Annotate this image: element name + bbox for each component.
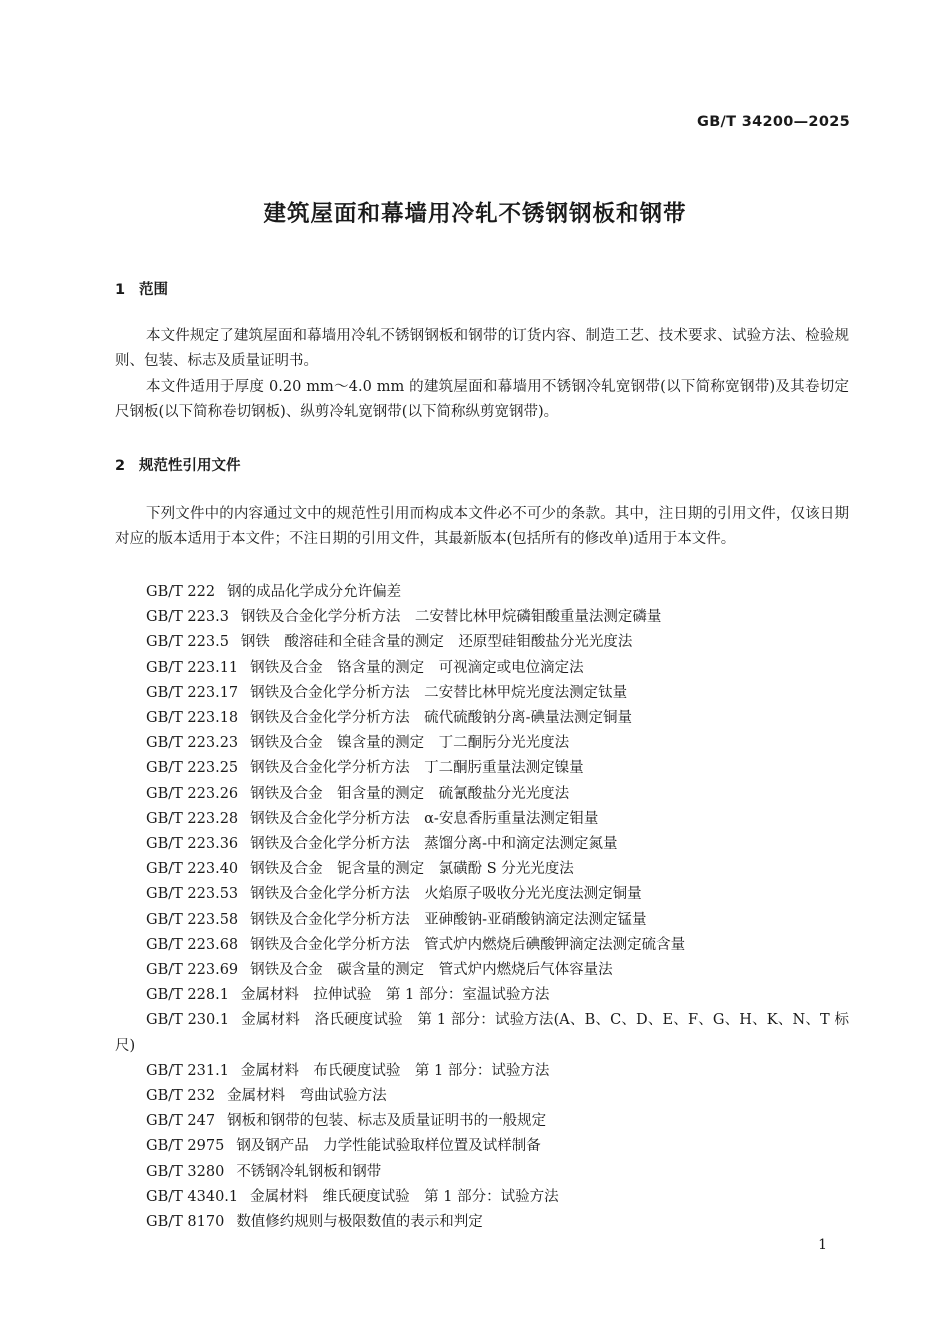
reference-code: GB/T 223.40 [146,861,239,878]
reference-item [115,933,849,958]
reference-item [115,832,849,857]
reference-title: 钢铁及合金化学分析方法 二安替比林甲烷磷钼酸重量法测定磷量 [240,609,662,626]
reference-item [115,605,849,630]
reference-code: GB/T 223.68 [146,936,239,953]
reference-title: 金属材料 拉伸试验 第 1 部分：室温试验方法 [240,987,550,1004]
reference-code: GB/T 223.18 [146,710,239,727]
reference-item [115,958,849,983]
standard-number: GB/T 34200—2025 [697,114,850,130]
reference-code: GB/T 222 [146,584,216,600]
section-number: 2 [115,458,126,474]
reference-item [115,857,849,882]
reference-code: GB/T 223.28 [146,810,239,827]
document-title: 建筑屋面和幕墙用冷轧不锈钢钢板和钢带 [263,201,687,227]
reference-code: GB/T 223.17 [146,684,239,701]
reference-item [115,983,849,1008]
reference-title: 钢铁及合金化学分析方法 火焰原子吸收分光光度法测定铜量 [250,886,642,903]
reference-code: GB/T 228.1 [146,987,229,1004]
reference-item [115,1210,849,1235]
reference-title: 钢及钢产品 力学性能试验取样位置及试样制备 [236,1138,541,1155]
reference-item [115,1185,849,1210]
reference-item [115,1109,849,1134]
reference-title: 钢铁及合金化学分析方法 α-安息香肟重量法测定钼量 [250,810,599,827]
reference-item [115,1059,849,1084]
reference-item [115,882,849,907]
reference-item [115,908,849,933]
reference-title: 钢铁及合金化学分析方法 二安替比林甲烷光度法测定钛量 [250,684,628,701]
reference-title: 钢铁及合金 铬含量的测定 可视滴定或电位滴定法 [250,659,584,676]
reference-item [115,782,849,807]
reference-title: 金属材料 维氏硬度试验 第 1 部分：试验方法 [250,1188,559,1205]
reference-code: GB/T 223.5 [146,634,229,651]
reference-title: 钢铁及合金 镍含量的测定 丁二酮肟分光光度法 [250,735,570,752]
references-intro-paragraph: 下列文件中的内容通过文中的规范性引用而构成本文件必不可少的条款。其中，注日期的引用文件，仅该日期对应的版本适用于本文件；不注日期的引用文件，其最新版本(包括所有的修改单)适用于本文件。 [115,506,849,547]
reference-title: 钢铁及合金化学分析方法 丁二酮肟重量法测定镍量 [250,760,584,777]
reference-code: GB/T 223.25 [146,760,239,777]
reference-code: GB/T 230.1 [146,1012,230,1029]
reference-code: GB/T 223.53 [146,886,239,903]
reference-title: 钢铁及合金 碳含量的测定 管式炉内燃烧后气体容量法 [250,962,613,979]
scope-paragraph: 本文件适用于厚度 0.20 mm～4.0 mm 的建筑屋面和幕墙用不锈钢冷轧宽钢带(以下简称宽钢带)及其卷切定尺钢板(以下简称卷切钢板)、纵剪冷轧宽钢带(以下简称纵剪宽钢带)。 [115,379,849,420]
reference-code: GB/T 247 [146,1113,216,1130]
reference-title: 钢铁及合金 钼含量的测定 硫氰酸盐分光光度法 [250,785,570,802]
reference-code: GB/T 2975 [146,1138,225,1155]
reference-item [115,656,849,681]
reference-code: GB/T 232 [146,1088,216,1105]
reference-item [115,1160,849,1185]
reference-item [115,706,849,731]
section-number: 1 [115,282,126,298]
scope-paragraph: 本文件规定了建筑屋面和幕墙用冷轧不锈钢钢板和钢带的订货内容、制造工艺、技术要求、试验方法、检验规则、包装、标志及质量证明书。 [115,328,849,369]
reference-item [115,731,849,756]
reference-code: GB/T 231.1 [146,1062,229,1079]
reference-code: GB/T 223.69 [146,962,239,979]
section-title: 范围 [139,282,168,298]
reference-code: GB/T 223.3 [146,609,229,626]
reference-title: 钢铁及合金化学分析方法 蒸馏分离-中和滴定法测定氮量 [250,836,618,853]
reference-code: GB/T 223.23 [146,735,239,752]
section-heading-scope [115,278,168,299]
reference-item [115,807,849,832]
page-number: 1 [818,1237,827,1253]
reference-code: GB/T 223.36 [146,836,239,853]
reference-list [115,580,849,1235]
reference-title: 金属材料 洛氏硬度试验 第 1 部分：试验方法(A、B、C、D、E、F、G、H、K、N、T 标尺) [115,1012,849,1054]
reference-code: GB/T 4340.1 [146,1188,239,1205]
reference-code: GB/T 3280 [146,1163,225,1180]
reference-item [115,580,849,605]
reference-item [115,1008,849,1058]
reference-code: GB/T 223.26 [146,785,239,802]
reference-item [115,1084,849,1109]
reference-code: GB/T 223.58 [146,911,239,928]
reference-item [115,630,849,655]
reference-title: 钢的成品化学成分允许偏差 [227,584,402,600]
reference-code: GB/T 223.11 [146,659,239,676]
reference-title: 钢铁及合金化学分析方法 管式炉内燃烧后碘酸钾滴定法测定硫含量 [250,936,686,953]
section-heading-normative-references [115,454,241,475]
reference-title: 不锈钢冷轧钢板和钢带 [236,1163,382,1180]
reference-item [115,756,849,781]
reference-title: 钢铁及合金化学分析方法 亚砷酸钠-亚硝酸钠滴定法测定锰量 [250,911,647,928]
reference-title: 钢板和钢带的包装、标志及质量证明书的一般规定 [227,1113,547,1130]
reference-title: 数值修约规则与极限数值的表示和判定 [236,1214,483,1231]
reference-title: 钢铁及合金 铌含量的测定 氯磺酚 S 分光光度法 [250,861,574,878]
reference-title: 钢铁 酸溶硅和全硅含量的测定 还原型硅钼酸盐分光光度法 [240,634,633,651]
section-title: 规范性引用文件 [139,458,241,474]
reference-item [115,1134,849,1159]
reference-title: 金属材料 布氏硬度试验 第 1 部分：试验方法 [240,1062,550,1079]
reference-item [115,681,849,706]
reference-title: 金属材料 弯曲试验方法 [227,1088,387,1105]
reference-code: GB/T 8170 [146,1214,225,1231]
reference-title: 钢铁及合金化学分析方法 硫代硫酸钠分离-碘量法测定铜量 [250,710,633,727]
